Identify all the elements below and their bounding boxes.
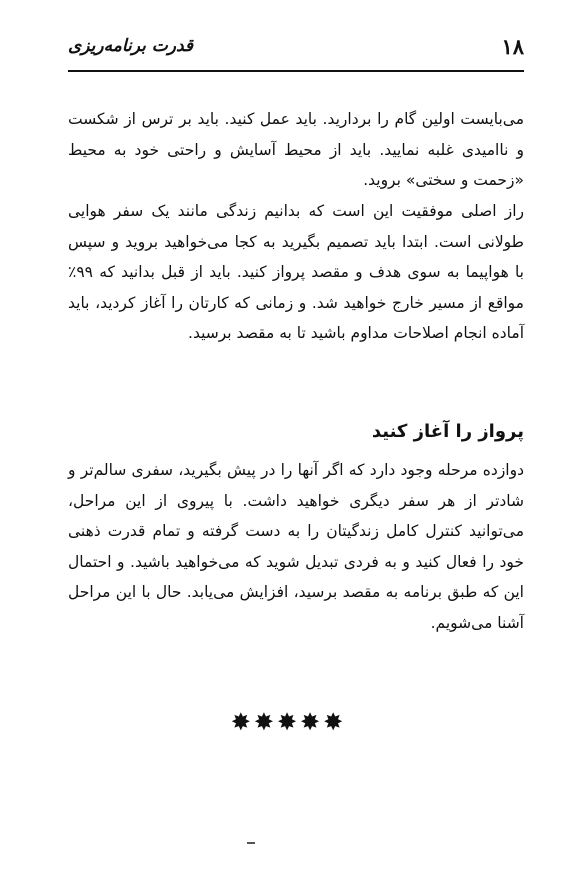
header-divider [68, 70, 524, 72]
page-number: ۱۸ [501, 34, 524, 59]
paragraph-3 [68, 455, 524, 638]
paragraph-1 [68, 104, 524, 196]
paragraph-2 [68, 196, 524, 349]
paragraph-1-text: می‌بایست اولین گام را بردارید. باید عمل کنید. باید بر ترس از شکست و ناامیدی غلبه نمایید. باید از محیط آسایش و راحتی خود به محیط «زحمت و سختی» بروید. [68, 110, 524, 189]
paragraph-3-text: دوازده مرحله وجود دارد که اگر آنها را در پیش بگیرید، سفری سالم‌تر و شادتر از هر سفر دیگری خواهید داشت. با پیروی از این مراحل، می‌توانید کنترل کامل زندگیتان را به دست گرفته و تمام قدرت ذهنی خود را فعال کنید و به فردی تبدیل شوید که می‌خواهید باشید. و احتمال این که طبق برنامه به مقصد برسید، افزایش می‌یابد. حال با این مراحل آشنا می‌شویم. [68, 461, 524, 632]
running-title: قدرت برنامه‌ریزی [68, 36, 194, 56]
scan-mark [247, 842, 255, 844]
section-end-ornament: ✸✸✸✸✸ [230, 708, 347, 736]
section-heading: پرواز را آغاز کنید [371, 421, 524, 442]
page-header [68, 34, 524, 72]
paragraph-2-text: راز اصلی موفقیت این است که بدانیم زندگی مانند یک سفر هوایی طولانی است. ابتدا باید تصمیم بگیرید به کجا می‌خواهید بروید و سپس با هواپیما به سوی هدف و مقصد پرواز کنید. باید از قبل بدانید که ۹۹٪ مواقع از مسیر خارج خواهید شد. و زمانی که کارتان را آغاز کردید، باید آماده انجام اصلاحات مداوم باشید تا به مقصد برسید. [68, 202, 524, 342]
